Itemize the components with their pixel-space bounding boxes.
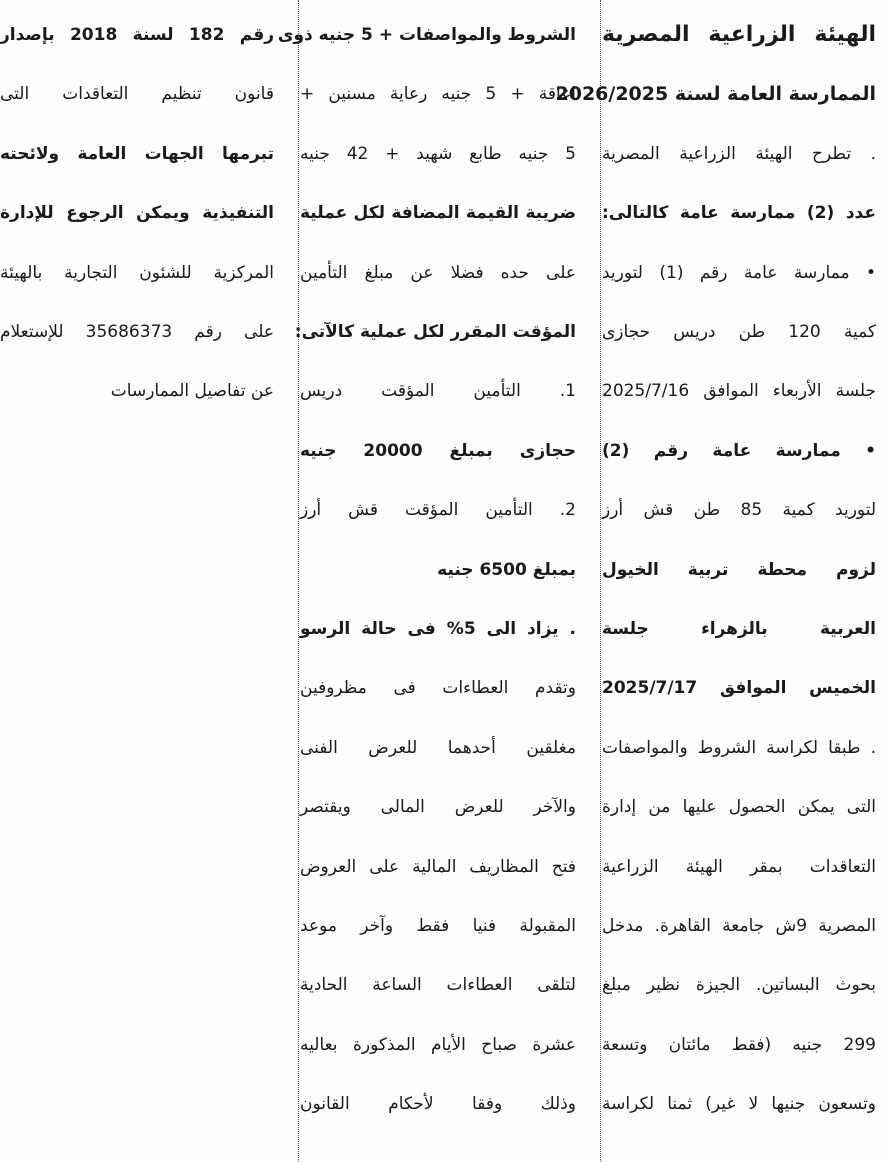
text-line: على حده فضلا عن مبلغ التأمين (300, 262, 576, 283)
text-line: اعاقة + 5 جنيه رعاية مسنين + (300, 84, 577, 105)
text-line: . يزاد الى 5% فى حالة الرسو (300, 619, 576, 639)
text-line: الخميس الموافق 2025/7/17 (602, 678, 876, 699)
text-line: عشرة صباح الأيام المذكورة بعاليه (300, 1034, 576, 1055)
text-line: على رقم 35686373 للإستعلام (0, 322, 274, 342)
text-line: لزوم محطة تربية الخيول (602, 559, 876, 580)
text-line: . طبقا لكراسة الشروط والمواصفات (602, 737, 876, 758)
text-line: التنفيذية ويمكن الرجوع للإدارة (0, 203, 274, 224)
text-line: المؤقت المقرر لكل عملية كالآتى: (294, 322, 576, 342)
text-line: فتح المظاريف المالية على العروض (300, 856, 576, 877)
text-line: لتوريد كمية 85 طن قش أرز (602, 500, 877, 521)
text-line: وتسعون جنيها لا غير) ثمنا لكراسة (602, 1094, 876, 1115)
text-line: • ممارسة عامة رقم (1) لتوريد (602, 262, 876, 283)
text-line: كمية 120 طن دريس حجازى (602, 322, 877, 342)
text-line: 1. التأمين المؤقت دريس (300, 381, 576, 402)
text-line: بمبلغ 6500 جنيه (437, 559, 576, 580)
text-column-right (555, 0, 877, 1162)
text-line: المقبولة فنيا فقط وآخر موعد (300, 916, 576, 936)
text-line: وذلك وفقا لأحكام القانون (300, 1094, 576, 1115)
text-line: 5 جنيه طابع شهيد + 42 جنيه (300, 143, 576, 164)
text-column-left (0, 0, 274, 1162)
text-line: قانون تنظيم التعاقدات التى (0, 84, 274, 105)
text-line: • ممارسة عامة رقم (2) (602, 440, 876, 461)
column-divider-left (298, 0, 299, 1162)
text-line: الممارسة العامة لسنة 2026/2025 (555, 83, 876, 106)
text-line: التعاقدات بمقر الهيئة الزراعية (602, 856, 876, 877)
text-line: العربية بالزهراء جلسة (602, 619, 876, 639)
text-line: حجازى بمبلغ 20000 جنيه (300, 440, 576, 461)
text-line: لتلقى العطاءات الساعة الحادية (300, 975, 576, 996)
text-line: المركزية للشئون التجارية بالهيئة (0, 262, 274, 283)
text-line: والآخر للعرض المالى ويقتصر (300, 797, 576, 818)
text-column-middle (277, 0, 577, 1162)
text-line: . تطرح الهيئة الزراعية المصرية (602, 143, 876, 164)
text-line: 299 جنيه (فقط مائتان وتسعة (602, 1034, 876, 1055)
column-divider-right (600, 0, 601, 1162)
text-line: المصرية 9ش جامعة القاهرة. مدخل (602, 916, 876, 936)
text-line: الشروط والمواصفات + 5 جنيه ذوى (277, 25, 576, 45)
text-line: الهيئة الزراعية المصرية (602, 22, 876, 47)
text-line: عن تفاصيل الممارسات (110, 381, 274, 402)
text-line: بحوث البساتين. الجيزة نظير مبلغ (602, 975, 876, 996)
text-line: تبرمها الجهات العامة ولائحته (0, 143, 274, 164)
text-line: عدد (2) ممارسة عامة كالتالى: (602, 203, 876, 224)
text-line: وتقدم العطاءات فى مظروفين (300, 678, 576, 699)
text-line: 2. التأمين المؤقت قش أرز (300, 500, 576, 521)
text-line: التى يمكن الحصول عليها من إدارة (602, 797, 876, 818)
text-line: ضريبة القيمة المضافة لكل عملية (300, 203, 576, 224)
text-line: رقم 182 لسنة 2018 بإصدار (0, 25, 274, 45)
text-line: جلسة الأربعاء الموافق 2025/7/16 (602, 381, 876, 402)
text-line: مغلقين أحدهما للعرض الفنى (300, 737, 576, 758)
